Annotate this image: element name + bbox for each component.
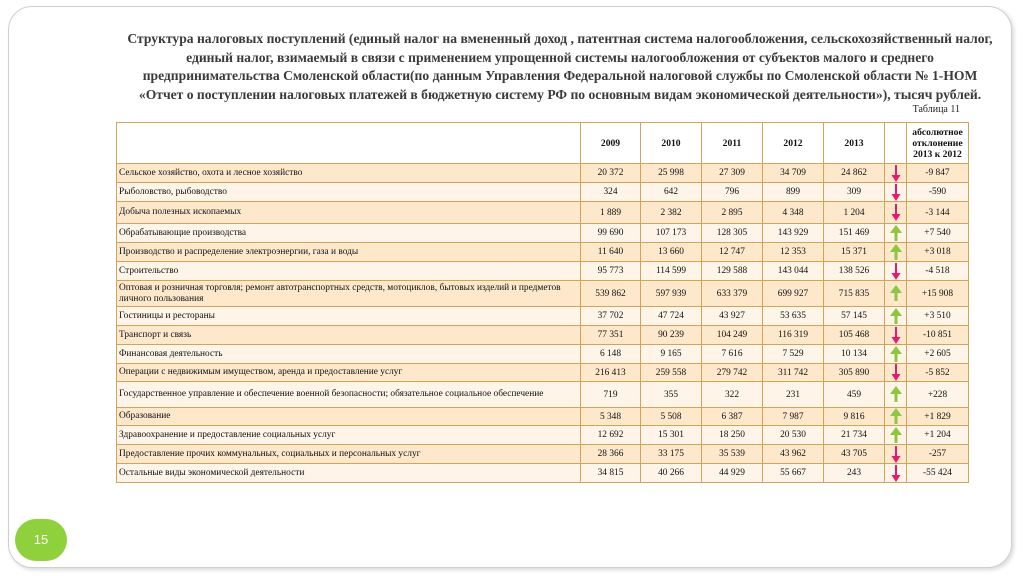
row-value-2012: 699 927 [763, 281, 824, 307]
row-value-2012: 7 529 [763, 345, 824, 364]
row-value-2011: 12 747 [702, 243, 763, 262]
header-empty-cell [117, 123, 581, 164]
row-value-2013: 9 816 [824, 408, 885, 426]
table-header-row [117, 123, 969, 164]
table-row [117, 164, 969, 183]
row-value-2012: 7 987 [763, 408, 824, 426]
row-deviation: +1 204 [907, 426, 969, 445]
row-value-2011: 796 [702, 183, 763, 202]
row-category-name: Образование [117, 408, 581, 426]
header-year-2010: 2010 [641, 123, 702, 164]
row-category-name: Рыболовство, рыбоводство [117, 183, 581, 202]
page-number-badge: 15 [15, 519, 67, 561]
row-trend-cell [885, 281, 907, 307]
row-value-2011: 18 250 [702, 426, 763, 445]
trend-up-arrow-icon [890, 346, 902, 363]
trend-down-arrow-icon [890, 364, 902, 381]
row-value-2010: 2 382 [641, 202, 702, 224]
row-value-2011: 27 309 [702, 164, 763, 183]
row-value-2009: 20 372 [581, 164, 641, 183]
row-deviation: -55 424 [907, 464, 969, 483]
row-value-2013: 43 705 [824, 445, 885, 464]
row-category-name: Гостиницы и рестораны [117, 307, 581, 326]
row-value-2013: 305 890 [824, 364, 885, 382]
row-value-2009: 37 702 [581, 307, 641, 326]
row-value-2010: 114 599 [641, 262, 702, 281]
header-year-2009: 2009 [581, 123, 641, 164]
row-value-2011: 322 [702, 382, 763, 408]
row-deviation: -9 847 [907, 164, 969, 183]
trend-down-arrow-icon [890, 184, 902, 201]
tax-revenue-table [116, 122, 969, 483]
row-deviation: +3 510 [907, 307, 969, 326]
row-trend-cell [885, 164, 907, 183]
row-value-2012: 143 929 [763, 224, 824, 243]
table-row [117, 243, 969, 262]
row-deviation: +2 605 [907, 345, 969, 364]
trend-up-arrow-icon [890, 308, 902, 325]
row-trend-cell [885, 307, 907, 326]
trend-down-arrow-icon [890, 165, 902, 182]
row-trend-cell [885, 445, 907, 464]
trend-up-arrow-icon [890, 408, 902, 425]
row-category-name: Сельское хозяйство, охота и лесное хозяйство [117, 164, 581, 183]
row-category-name: Транспорт и связь [117, 326, 581, 345]
row-value-2010: 259 558 [641, 364, 702, 382]
row-category-name: Добыча полезных ископаемых [117, 202, 581, 224]
row-deviation: +1 829 [907, 408, 969, 426]
row-value-2012: 231 [763, 382, 824, 408]
row-value-2012: 116 319 [763, 326, 824, 345]
row-value-2012: 143 044 [763, 262, 824, 281]
row-value-2011: 7 616 [702, 345, 763, 364]
row-trend-cell [885, 408, 907, 426]
row-value-2011: 2 895 [702, 202, 763, 224]
row-value-2012: 53 635 [763, 307, 824, 326]
row-value-2010: 47 724 [641, 307, 702, 326]
table-row [117, 281, 969, 307]
row-trend-cell [885, 183, 907, 202]
row-category-name: Обрабатывающие производства [117, 224, 581, 243]
row-value-2013: 10 134 [824, 345, 885, 364]
trend-down-arrow-icon [890, 263, 902, 280]
row-value-2009: 99 690 [581, 224, 641, 243]
row-value-2010: 13 660 [641, 243, 702, 262]
table-row [117, 445, 969, 464]
row-value-2013: 57 145 [824, 307, 885, 326]
table-row [117, 382, 969, 408]
table-row [117, 202, 969, 224]
row-category-name: Государственное управление и обеспечение военной безопасности; обязательное социальное обеспечение [117, 382, 581, 408]
row-value-2010: 40 266 [641, 464, 702, 483]
row-trend-cell [885, 326, 907, 345]
row-deviation: +15 908 [907, 281, 969, 307]
row-value-2010: 642 [641, 183, 702, 202]
trend-up-arrow-icon [890, 386, 902, 403]
row-trend-cell [885, 364, 907, 382]
table-row [117, 408, 969, 426]
trend-up-arrow-icon [890, 427, 902, 444]
trend-down-arrow-icon [890, 204, 902, 221]
table-label: Таблица 11 [912, 104, 960, 115]
row-value-2009: 11 640 [581, 243, 641, 262]
row-value-2011: 35 539 [702, 445, 763, 464]
trend-up-arrow-icon [890, 285, 902, 302]
table-row [117, 262, 969, 281]
row-value-2013: 138 526 [824, 262, 885, 281]
row-value-2011: 633 379 [702, 281, 763, 307]
row-value-2009: 34 815 [581, 464, 641, 483]
row-value-2013: 105 468 [824, 326, 885, 345]
row-trend-cell [885, 202, 907, 224]
row-value-2013: 1 204 [824, 202, 885, 224]
row-value-2010: 33 175 [641, 445, 702, 464]
row-trend-cell [885, 224, 907, 243]
row-value-2012: 55 667 [763, 464, 824, 483]
row-value-2011: 279 742 [702, 364, 763, 382]
row-value-2009: 77 351 [581, 326, 641, 345]
row-value-2013: 459 [824, 382, 885, 408]
row-deviation: +228 [907, 382, 969, 408]
row-value-2013: 21 734 [824, 426, 885, 445]
trend-down-arrow-icon [890, 327, 902, 344]
row-value-2012: 43 962 [763, 445, 824, 464]
header-year-2013: 2013 [824, 123, 885, 164]
row-category-name: Производство и распределение электроэнергии, газа и воды [117, 243, 581, 262]
row-value-2012: 311 742 [763, 364, 824, 382]
row-value-2009: 719 [581, 382, 641, 408]
row-trend-cell [885, 243, 907, 262]
row-value-2012: 34 709 [763, 164, 824, 183]
row-value-2013: 243 [824, 464, 885, 483]
row-value-2012: 12 353 [763, 243, 824, 262]
row-deviation: -590 [907, 183, 969, 202]
row-deviation: -5 852 [907, 364, 969, 382]
row-value-2009: 28 366 [581, 445, 641, 464]
table-row [117, 326, 969, 345]
table-row [117, 345, 969, 364]
row-value-2010: 597 939 [641, 281, 702, 307]
row-value-2011: 104 249 [702, 326, 763, 345]
row-value-2009: 216 413 [581, 364, 641, 382]
table-row [117, 464, 969, 483]
header-arrow-cell [885, 123, 907, 164]
row-value-2009: 6 148 [581, 345, 641, 364]
row-value-2012: 4 348 [763, 202, 824, 224]
row-deviation: -10 851 [907, 326, 969, 345]
row-trend-cell [885, 345, 907, 364]
row-deviation: +7 540 [907, 224, 969, 243]
row-deviation: +3 018 [907, 243, 969, 262]
trend-up-arrow-icon [890, 244, 902, 261]
row-value-2009: 1 889 [581, 202, 641, 224]
row-value-2011: 129 588 [702, 262, 763, 281]
trend-down-arrow-icon [890, 446, 902, 463]
row-category-name: Операции с недвижимым имуществом, аренда и предоставление услуг [117, 364, 581, 382]
row-value-2013: 15 371 [824, 243, 885, 262]
row-deviation: -257 [907, 445, 969, 464]
row-deviation: -3 144 [907, 202, 969, 224]
row-value-2011: 44 929 [702, 464, 763, 483]
slide-title: Структура налоговых поступлений (единый налог на вмененный доход , патентная система налогообложения, сельскохозяйственный налог, единый налог, взимаемый в связи с применением упрощенной системы налогообложения от субъектов малого и среднего предпринимательства Смоленской области(по данным Управления Федеральной налоговой службы по Смоленской области № 1-НОМ «Отчет о поступлении налоговых платежей в бюджетную систему РФ по основным видам экономической деятельности»), тысяч рублей. [127, 31, 993, 102]
row-trend-cell [885, 426, 907, 445]
row-trend-cell [885, 262, 907, 281]
row-category-name: Остальные виды экономической деятельности [117, 464, 581, 483]
header-year-2011: 2011 [702, 123, 763, 164]
table-row [117, 307, 969, 326]
row-value-2010: 15 301 [641, 426, 702, 445]
row-category-name: Строительство [117, 262, 581, 281]
row-value-2011: 6 387 [702, 408, 763, 426]
row-value-2009: 5 348 [581, 408, 641, 426]
row-value-2013: 24 862 [824, 164, 885, 183]
row-category-name: Здравоохранение и предоставление социальных услуг [117, 426, 581, 445]
trend-down-arrow-icon [890, 465, 902, 482]
row-value-2012: 899 [763, 183, 824, 202]
row-category-name: Предоставление прочих коммунальных, социальных и персональных услуг [117, 445, 581, 464]
row-value-2009: 12 692 [581, 426, 641, 445]
row-trend-cell [885, 464, 907, 483]
row-value-2010: 355 [641, 382, 702, 408]
table-body [117, 164, 969, 483]
row-trend-cell [885, 382, 907, 408]
header-deviation: абсолютное отклонение 2013 к 2012 [907, 123, 969, 164]
row-value-2010: 107 173 [641, 224, 702, 243]
row-value-2011: 43 927 [702, 307, 763, 326]
trend-up-arrow-icon [890, 225, 902, 242]
table-row [117, 183, 969, 202]
table-row [117, 364, 969, 382]
table-row [117, 224, 969, 243]
row-category-name: Финансовая деятельность [117, 345, 581, 364]
header-year-2012: 2012 [763, 123, 824, 164]
row-value-2010: 5 508 [641, 408, 702, 426]
table-row [117, 426, 969, 445]
row-value-2013: 151 469 [824, 224, 885, 243]
row-value-2013: 715 835 [824, 281, 885, 307]
row-value-2010: 90 239 [641, 326, 702, 345]
row-value-2012: 20 530 [763, 426, 824, 445]
row-deviation: -4 518 [907, 262, 969, 281]
row-category-name: Оптовая и розничная торговля; ремонт автотранспортных средств, мотоциклов, бытовых изделий и предметов личного пользования [117, 281, 581, 307]
row-value-2013: 309 [824, 183, 885, 202]
row-value-2011: 128 305 [702, 224, 763, 243]
row-value-2010: 25 998 [641, 164, 702, 183]
row-value-2009: 95 773 [581, 262, 641, 281]
row-value-2009: 539 862 [581, 281, 641, 307]
row-value-2009: 324 [581, 183, 641, 202]
row-value-2010: 9 165 [641, 345, 702, 364]
